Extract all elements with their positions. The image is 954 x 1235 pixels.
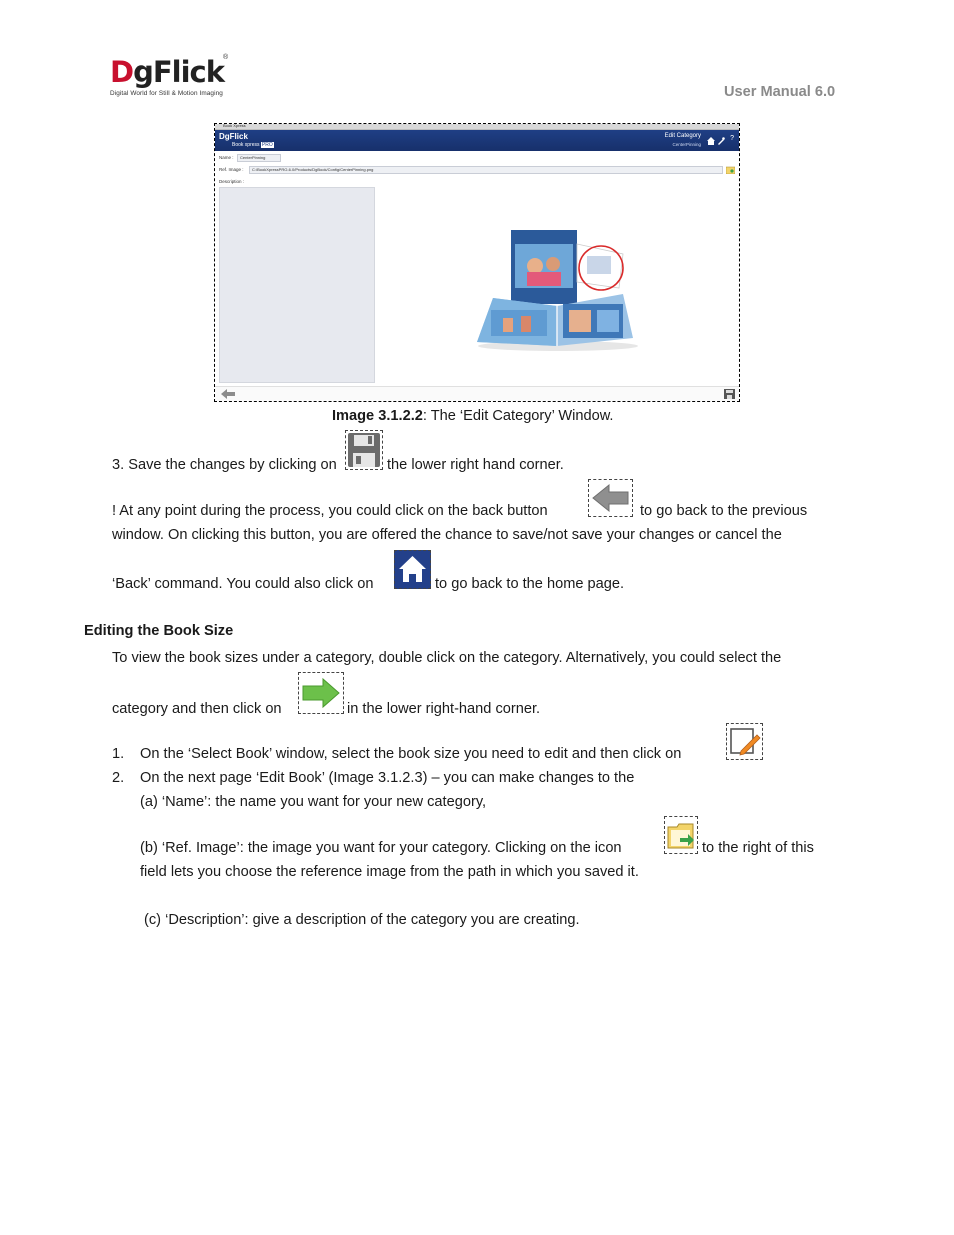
window-title: Book Xpress [223,123,246,128]
floppy-disk-icon[interactable] [724,389,735,399]
step3-text-end: the lower right hand corner. [387,457,564,473]
list-item-1-number: 1. [112,746,125,762]
help-icon[interactable]: ? [730,135,734,142]
floppy-disk-icon [345,430,383,470]
green-arrow-icon [298,672,344,714]
sub-item-b: (b) ‘Ref. Image’: the image you want for your category. Clicking on the icon [140,840,622,856]
app-brand: DgFlick [219,132,248,141]
logo-tagline: Digital World for Still & Motion Imaging [110,90,223,97]
note-text-line2: window. On clicking this button, you are offered the chance to save/not save your changes or cancel the [112,527,782,543]
manual-version: User Manual 6.0 [724,84,836,100]
note-text-end: to go back to the previous [640,503,808,519]
screen-title: Edit Category [664,133,701,139]
image-caption: Image 3.1.2.2: The ‘Edit Category’ Window. [332,408,614,424]
home-icon[interactable] [707,137,715,145]
note-text-line3: ‘Back’ command. You could also click on [112,576,374,592]
photobook-reference-image [473,224,643,352]
description-textarea[interactable] [219,187,375,383]
ref-image-label: Ref. Image : [219,167,244,172]
name-field[interactable]: CenterPinning [237,154,281,162]
folder-browse-icon [664,816,698,854]
registered-mark: ® [223,54,229,61]
note-text-line3-end: to go back to the home page. [435,576,625,592]
paragraph-2-end: in the lower right-hand corner. [347,701,541,717]
sub-item-a: (a) ‘Name’: the name you want for your new category, [140,794,487,810]
screen-subtitle: CenterPinning [672,142,701,147]
sub-item-c: (c) ‘Description’: give a description of the category you are creating. [144,912,580,928]
logo-wordmark: DgFlick [110,55,225,89]
back-arrow-icon [588,479,633,517]
note-text: ! At any point during the process, you could click on the back button [112,503,548,519]
back-arrow-icon[interactable] [221,389,235,399]
paragraph-2: category and then click on [112,701,282,717]
section-heading: Editing the Book Size [84,623,234,639]
list-item-2-number: 2. [112,770,125,786]
sub-item-b-end: to the right of this [702,840,814,856]
name-label: Name : [219,155,234,160]
sub-item-b-line2: field lets you choose the reference image from the path in which you saved it. [140,864,639,880]
paragraph-1: To view the book sizes under a category, double click on the category. Alternatively, you could select the [112,650,782,666]
edit-category-screenshot [214,123,740,402]
home-icon [394,550,431,589]
dgflick-logo [110,56,240,102]
ref-image-field[interactable]: C:/BookXpressPRO-6.0/Products/DgBook/Config/CenterPinning.png [249,166,723,174]
folder-browse-icon[interactable] [726,166,735,174]
step3-text: 3. Save the changes by clicking on [112,457,337,473]
edit-pencil-icon [726,723,763,760]
tools-icon[interactable] [717,137,725,145]
app-header [215,130,739,151]
screenshot-footer [215,386,739,401]
list-item-2: On the next page ‘Edit Book’ (Image 3.1.2.3) – you can make changes to the [140,770,635,786]
app-product: Book xpress PRO [232,142,273,148]
list-item-1: On the ‘Select Book’ window, select the book size you need to edit and then click on [140,746,682,762]
description-label: Description : [219,179,245,184]
